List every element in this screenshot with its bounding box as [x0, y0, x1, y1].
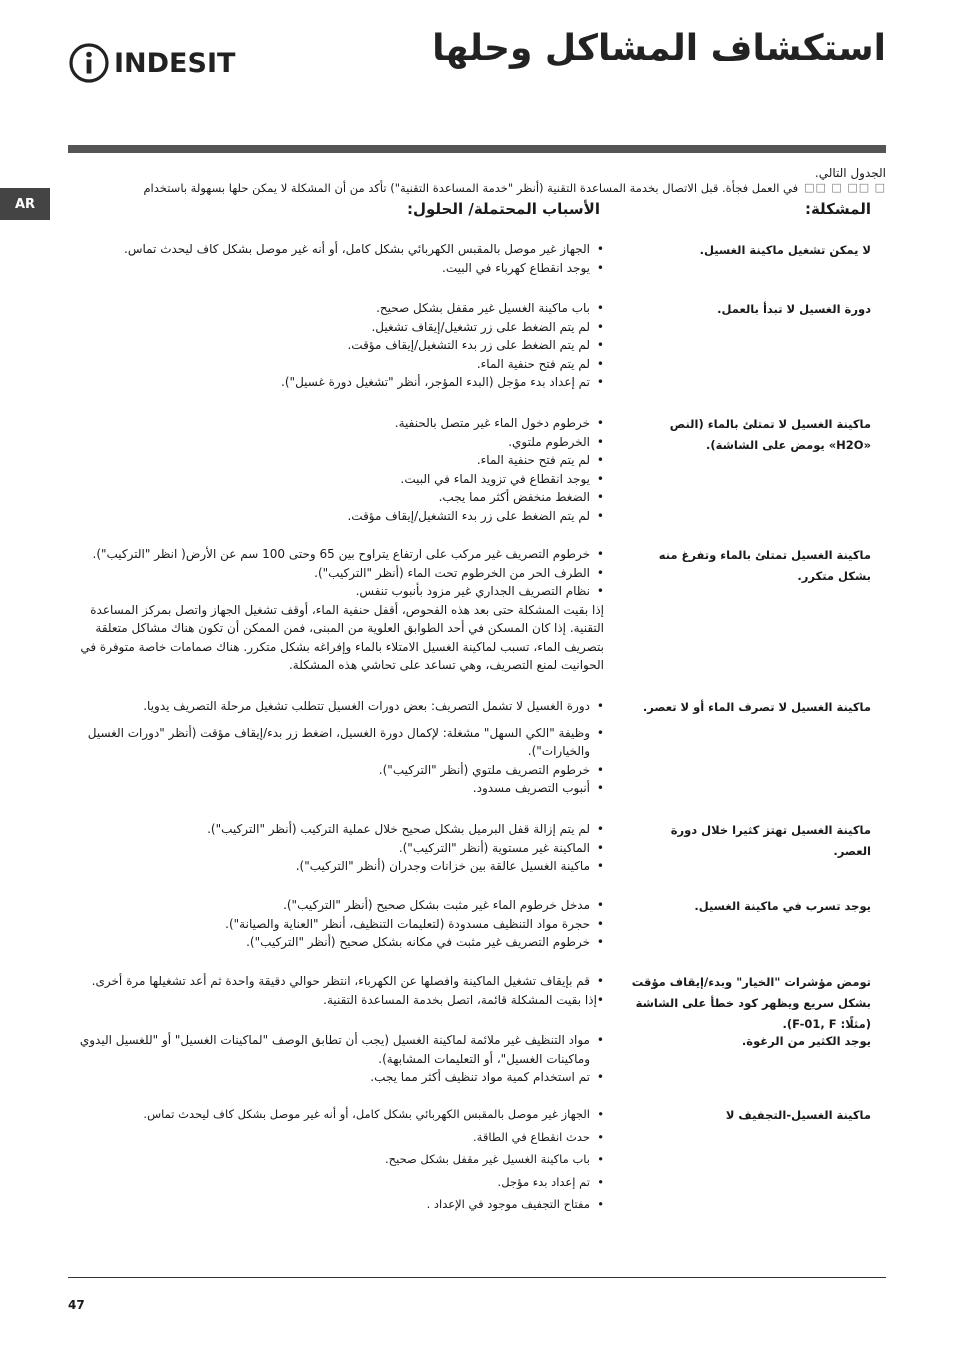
cause-item: • يوجد انقطاع في تزويد الماء في البيت.	[68, 470, 604, 489]
problem-text: ماكينة الغسيل-التجفيف لا	[725, 1108, 871, 1122]
problem-text: ماكينة الغسيل لا تصرف الماء أو لا تعصر.	[642, 700, 871, 714]
cause-item: • تم إعداد بدء مؤجل (البدء المؤجر، أنظر "تشغيل دورة غسيل").	[68, 373, 604, 392]
cause-item: • الماكينة غير مستوية (أنظر "التركيب").	[68, 839, 604, 858]
problem-text: تومض مؤشرات "الخيار" وبدء/إيقاف مؤقت بشكل سريع ويظهر كود خطأ على الشاشة (مثلًا: F-01, F).	[631, 975, 871, 1031]
language-tab: AR	[0, 188, 50, 220]
cause-item: • خرطوم التصريف غير مثبت في مكانه بشكل صحيح (أنظر "التركيب").	[68, 933, 604, 952]
cause-list	[68, 1105, 604, 1218]
cause-item: • قم بإيقاف تشغيل الماكينة وافصلها عن الكهرباء، انتظر حوالي دقيقة واحدة ثم أعد تشغيلها مرة أخرى.	[68, 972, 604, 991]
cause-item: • الطرف الحر من الخرطوم تحت الماء (أنظر "التركيب").	[68, 564, 604, 583]
cause-note: •إذا بقيت المشكلة قائمة، اتصل بخدمة المساعدة التقنية.	[323, 992, 604, 1007]
cause-item: • لم يتم فتح حنفية الماء.	[68, 451, 604, 470]
intro-line-2	[68, 181, 886, 195]
intro-line-1: الجدول التالي.	[814, 166, 886, 180]
page-title: استكشاف المشاكل وحلها	[432, 28, 886, 69]
cause-item: • لم يتم الضغط على زر تشغيل/إيقاف تشغيل.	[68, 318, 604, 337]
cause-list	[68, 240, 604, 277]
cause-item: • حدث انقطاع في الطاقة.	[68, 1128, 604, 1147]
cause-item: • تم إعداد بدء مؤجل.	[68, 1173, 604, 1192]
page-number: 47	[68, 1298, 85, 1312]
cause-list	[68, 697, 604, 798]
problem-text: دورة الغسيل لا تبدأ بالعمل.	[717, 302, 871, 316]
cause-item: • الضغط منخفض أكثر مما يجب.	[68, 488, 604, 507]
cause-list	[68, 299, 604, 392]
problem-text: ماكينة الغسيل تهتز كثيرا خلال دورة العصر.	[670, 823, 871, 858]
cause-item: • لم يتم إزالة قفل البرميل بشكل صحيح خلال عملية التركيب (أنظر "التركيب").	[68, 820, 604, 839]
cause-item: • الخرطوم ملتوي.	[68, 433, 604, 452]
cause-list	[68, 545, 604, 675]
cause-item: • مواد التنظيف غير ملائمة لماكينة الغسيل (يجب أن تطابق الوصف "لماكينات الغسيل" أو "للغسيل اليدوي وماكينات الغسيل"، أو التعليمات المشابهة).	[68, 1031, 604, 1068]
footer-divider	[68, 1277, 886, 1278]
cause-list	[68, 1031, 604, 1087]
indesit-i-icon	[68, 42, 110, 84]
cause-note: إذا بقيت المشكلة حتى بعد هذه الفحوص، أقفل حنفية الماء، أوقف تشغيل الجهاز واتصل بمركز المساعدة التقنية. إذا كان المسكن في أحد الطوابق العلوية من المبنى، فمن الممكن أن تكون هناك مشاكل متعلقة بتصريف الماء، تسبب لماكينة الغسيل الامتلاء بالماء وإفراغه بشكل متكرر. هناك صمامات خاصة متوفرة في الحوانيت لمنع التصريف، وهي تساعد على تحاشي هذه المشكلة.	[80, 602, 604, 672]
cause-item: • خرطوم دخول الماء غير متصل بالحنفية.	[68, 414, 604, 433]
cause-item: • أنبوب التصريف مسدود.	[68, 779, 604, 798]
header-divider	[68, 145, 886, 153]
cause-item: • مفتاح التجفيف موجود في الإعداد .	[68, 1195, 604, 1214]
cause-item: • لم يتم فتح حنفية الماء.	[68, 355, 604, 374]
cause-list	[68, 972, 604, 1009]
cause-item: • نظام التصريف الجداري غير مزود بأنبوب تنفس.	[68, 582, 604, 601]
cause-item: • الجهاز غير موصل بالمقبس الكهربائي بشكل كامل، أو أنه غير موصل بشكل كاف ليحدث تماس.	[68, 240, 604, 259]
cause-list	[68, 414, 604, 525]
cause-item: • خرطوم التصريف غير مركب على ارتفاع يتراوح بين 65 وحتى 100 سم عن الأرض( انظر "التركيب").	[68, 545, 604, 564]
cause-item: • الجهاز غير موصل بالمقبس الكهربائي بشكل كامل، أو أنه غير موصل بشكل كاف ليحدث تماس.	[68, 1105, 604, 1124]
cause-item: • تم استخدام كمية مواد تنظيف أكثر مما يجب.	[68, 1068, 604, 1087]
cause-list	[68, 896, 604, 952]
brand-logo	[68, 42, 235, 84]
problem-text: لا يمكن تشغيل ماكينة الغسيل.	[699, 243, 871, 257]
cause-item: • لم يتم الضغط على زر بدء التشغيل/إيقاف مؤقت.	[68, 507, 604, 526]
cause-item: • باب ماكينة الغسيل غير مقفل بشكل صحيح.	[68, 1150, 604, 1169]
placeholder-boxes: □ □□ □ □□	[804, 181, 886, 194]
problem-text: يوجد تسرب في ماكينة الغسيل.	[694, 899, 871, 913]
problem-text: يوجد الكثير من الرغوة.	[741, 1034, 871, 1048]
cause-item: • دورة الغسيل لا تشمل التصريف: بعض دورات الغسيل تتطلب تشغيل مرحلة التصريف يدويا.	[68, 697, 604, 716]
cause-item: • خرطوم التصريف ملتوي (أنظر "التركيب").	[68, 761, 604, 780]
cause-item: • حجرة مواد التنظيف مسدودة (لتعليمات التنظيف، أنظر "العناية والصيانة").	[68, 915, 604, 934]
cause-item: • وظيفة "الكي السهل" مشغلة: لإكمال دورة الغسيل، اضغط زر بدء/إيقاف مؤقت (أنظر "دورات الغسيل والخيارات").	[68, 724, 604, 761]
cause-item: • يوجد انقطاع كهرباء في البيت.	[68, 259, 604, 278]
cause-item: • باب ماكينة الغسيل غير مقفل بشكل صحيح.	[68, 299, 604, 318]
problem-text: ماكينة الغسيل لا تمتلئ بالماء (النص «H2O» يومض على الشاشة).	[669, 417, 871, 452]
cause-item: • ماكينة الغسيل عالقة بين خزانات وجدران (أنظر "التركيب").	[68, 857, 604, 876]
cause-list	[68, 820, 604, 876]
intro-text: في العمل فجأة. قبل الاتصال بخدمة المساعدة التقنية (أنظر "خدمة المساعدة التقنية") تأكد من أن المشكلة لا يمكن حلها بسهولة باستخدام	[143, 181, 799, 195]
problem-column-header: المشكلة:	[804, 200, 871, 218]
causes-column-header: الأسباب المحتملة/ الحلول:	[407, 200, 600, 218]
cause-item: • لم يتم الضغط على زر بدء التشغيل/إيقاف مؤقت.	[68, 336, 604, 355]
problem-text: ماكينة الغسيل تمتلئ بالماء وتفرغ منه بشكل متكرر.	[658, 548, 871, 583]
brand-wordmark: INDESIT	[114, 47, 236, 79]
cause-item: • مدخل خرطوم الماء غير مثبت بشكل صحيح (أنظر "التركيب").	[68, 896, 604, 915]
